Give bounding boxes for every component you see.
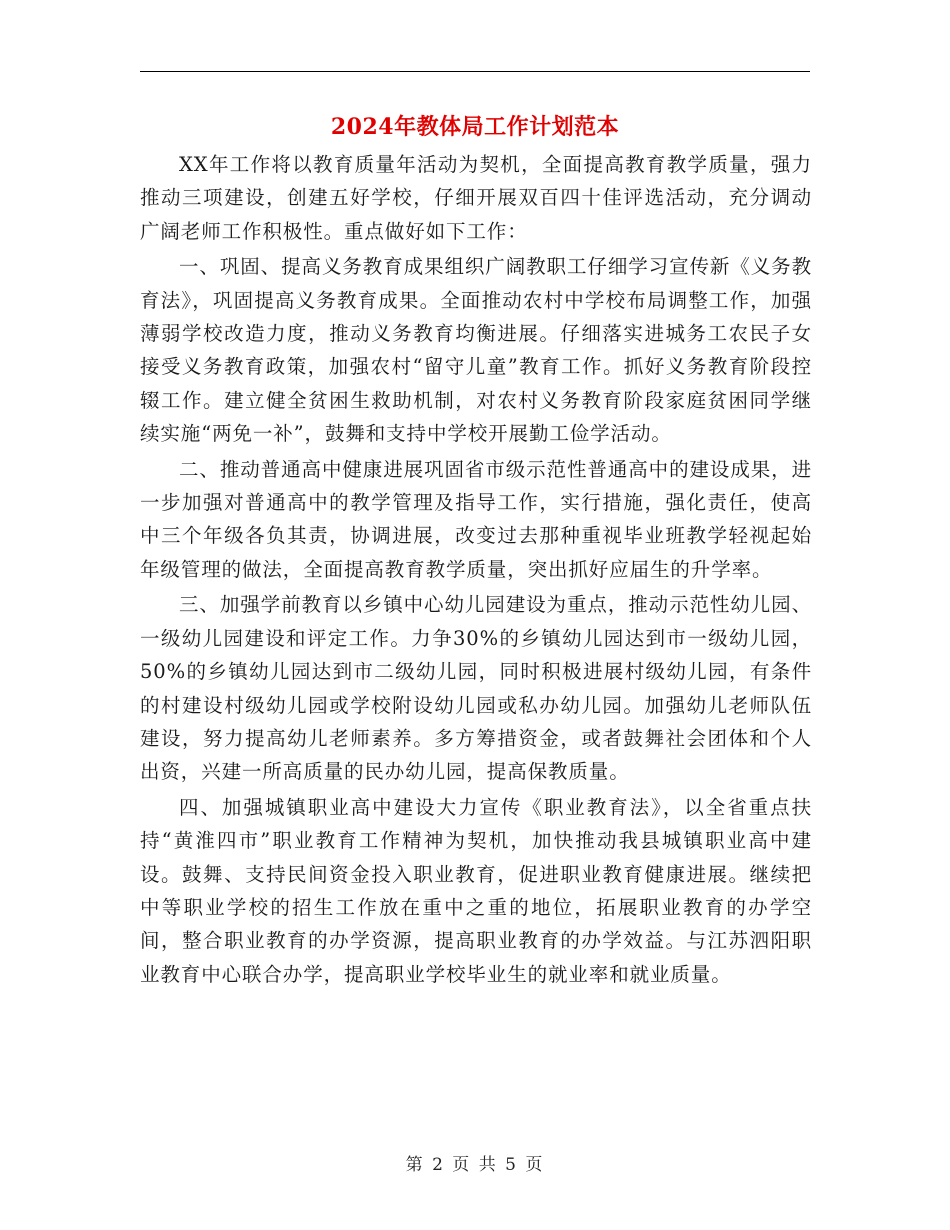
section-2-paragraph: 二、推动普通高中健康进展巩固省市级示范性普通高中的建设成果，进一步加强对普通高中的教学管理及指导工作，实行措施，强化责任，使高中三个年级各负其责，协调进展，改变过去那种重视毕业班教学轻视起始年级管理的做法，全面提高教育教学质量，突出抓好应届生的升学率。 — [140, 457, 812, 581]
section-3-paragraph: 三、加强学前教育以乡镇中心幼儿园建设为重点，推动示范性幼儿园、一级幼儿园建设和评定工作。力争30%的乡镇幼儿园达到市一级幼儿园，50%的乡镇幼儿园达到市二级幼儿园，同时积极进展村级幼儿园，有条件的村建设村级幼儿园或学校附设幼儿园或私办幼儿园。加强幼儿老师队伍建设，努力提高幼儿老师素养。多方筹措资金，或者鼓舞社会团体和个人出资，兴建一所高质量的民办幼儿园，提高保教质量。 — [140, 593, 812, 784]
header-rule — [140, 71, 810, 72]
section-1-paragraph: 一、巩固、提高义务教育成果组织广阔教职工仔细学习宣传新《义务教育法》，巩固提高义务教育成果。全面推动农村中学校布局调整工作，加强薄弱学校改造力度，推动义务教育均衡进展。仔细落实进城务工农民子女接受义务教育政策，加强农村“留守儿童”教育工作。抓好义务教育阶段控辍工作。建立健全贫困生救助机制，对农村义务教育阶段家庭贫困同学继续实施“两免一补”，鼓舞和支持中学校开展勤工俭学活动。 — [140, 255, 812, 446]
document-title: 2024年教体局工作计划范本 — [330, 114, 620, 140]
intro-paragraph: XX年工作将以教育质量年活动为契机，全面提高教育教学质量，强力推动三项建设，创建五好学校，仔细开展双百四十佳评选活动，充分调动广阔老师工作积极性。重点做好如下工作： — [140, 153, 812, 243]
page-number: 第 2 页 共 5 页 — [405, 1155, 545, 1175]
section-4-paragraph: 四、加强城镇职业高中建设大力宣传《职业教育法》，以全省重点扶持“黄淮四市”职业教育工作精神为契机，加快推动我县城镇职业高中建设。鼓舞、支持民间资金投入职业教育，促进职业教育健康进展。继续把中等职业学校的招生工作放在重中之重的地位，拓展职业教育的办学空间，整合职业教育的办学资源，提高职业教育的办学效益。与江苏泗阳职业教育中心联合办学，提高职业学校毕业生的就业率和就业质量。 — [140, 795, 812, 986]
document-body — [140, 148, 812, 993]
